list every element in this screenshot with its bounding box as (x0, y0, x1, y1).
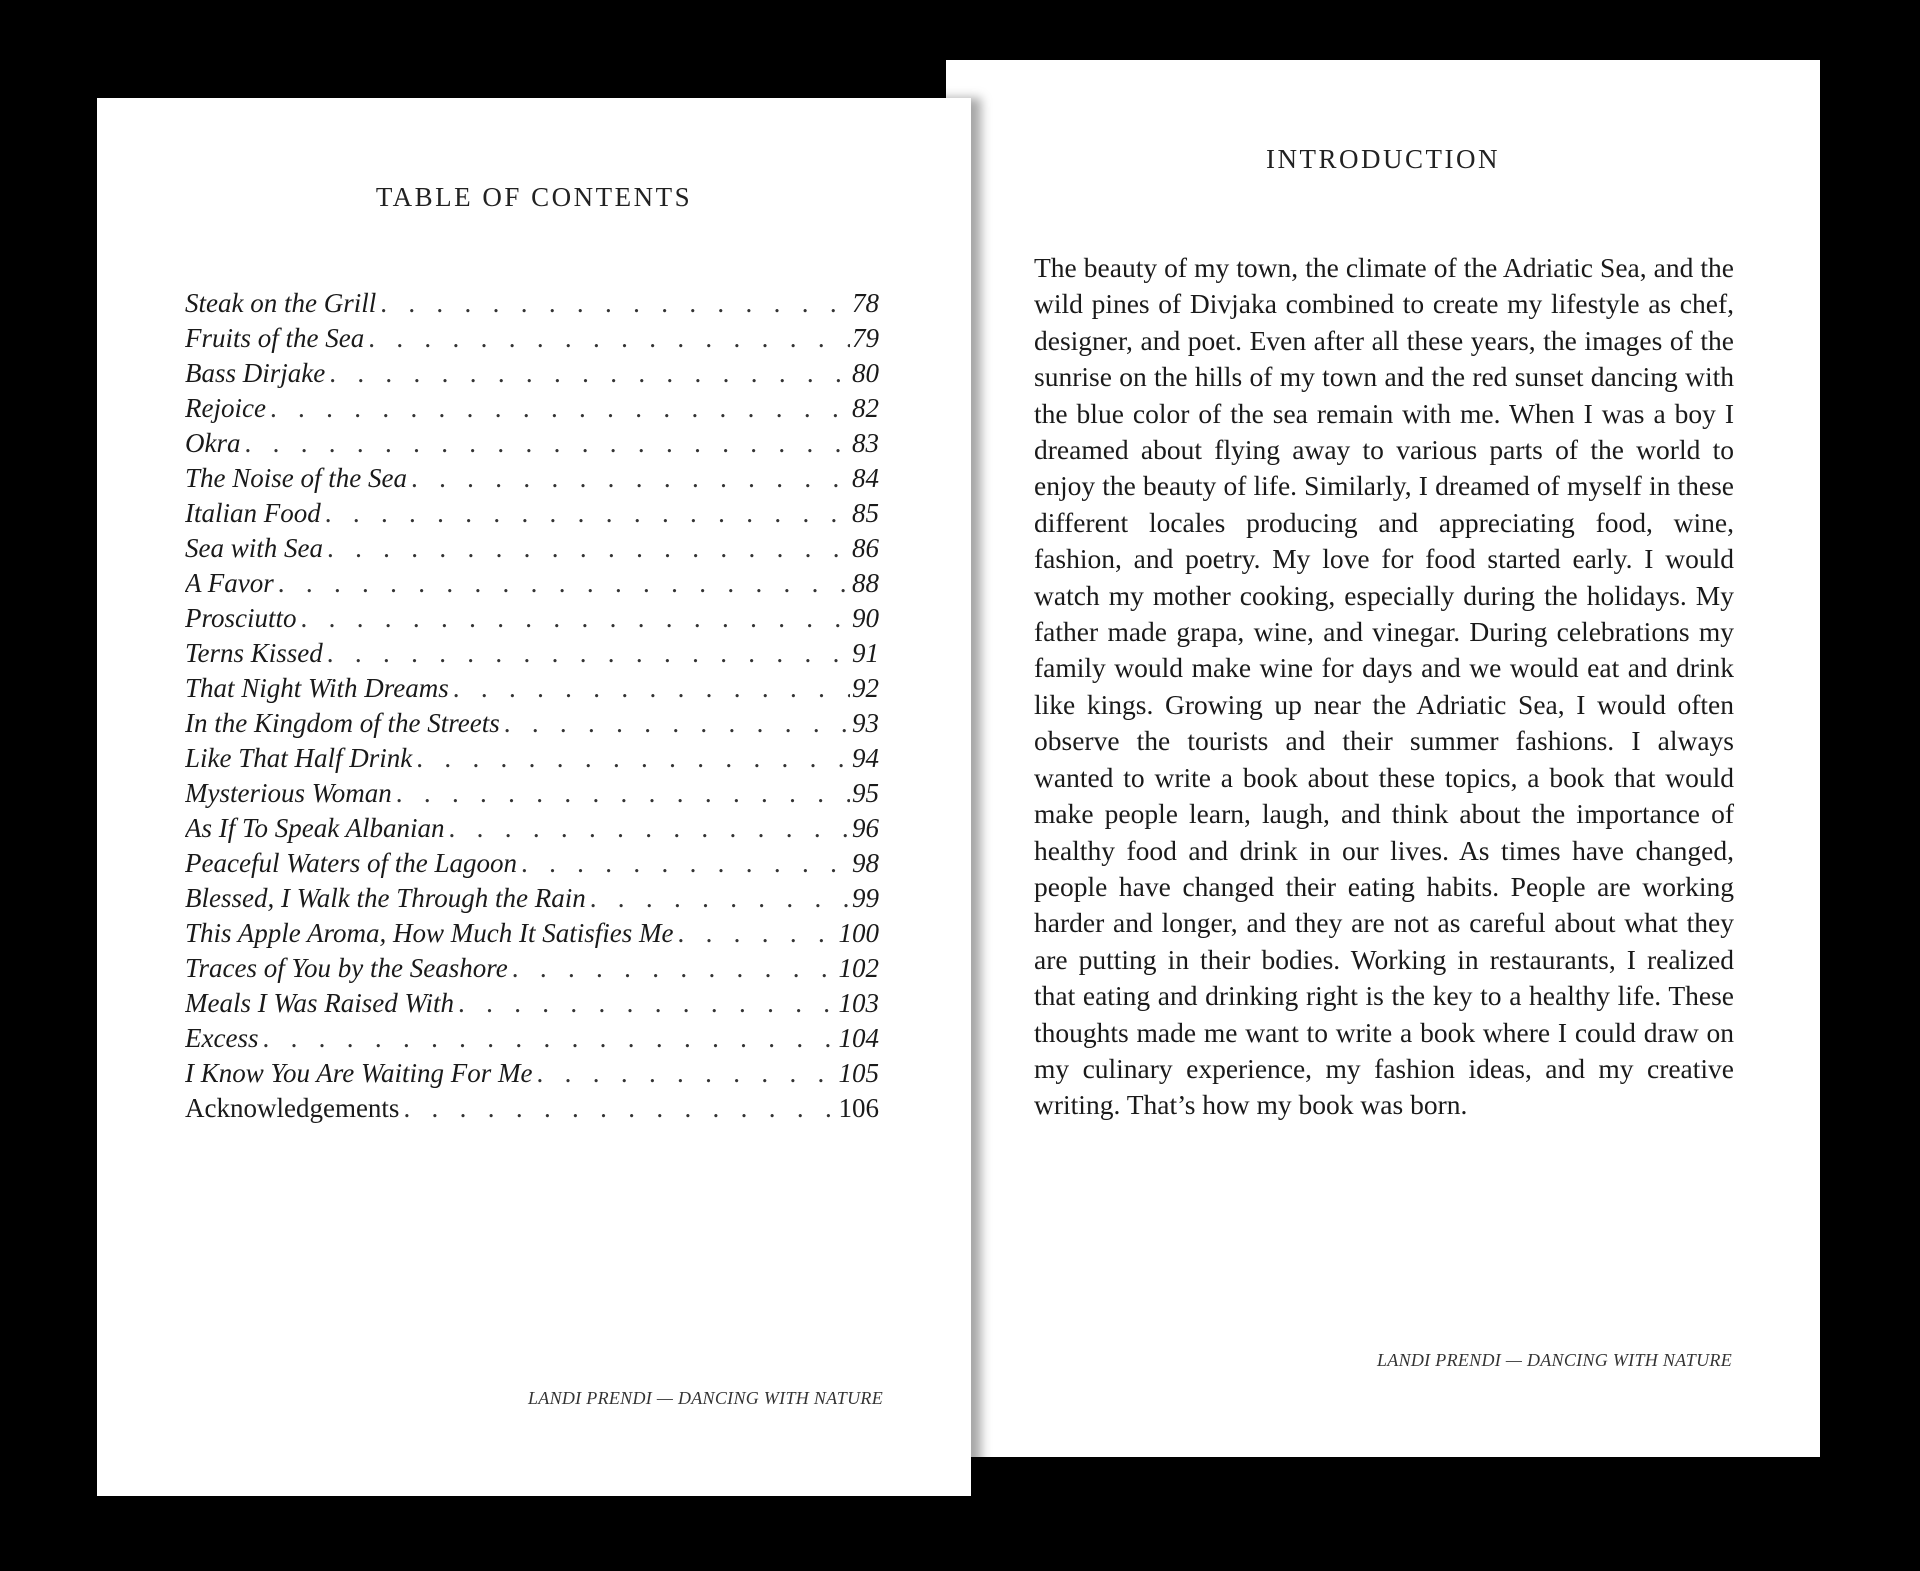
toc-entry (185, 673, 879, 708)
toc-dot-leader (321, 498, 850, 529)
toc-entry (185, 813, 879, 848)
toc-dot-leader (500, 708, 850, 739)
toc-entry (185, 533, 879, 568)
toc-entry-label: The Noise of the Sea (185, 463, 407, 493)
toc-entry-label: As If To Speak Albanian (185, 813, 445, 843)
toc-entry-page-number: 88 (852, 568, 879, 598)
toc-entry-page-number: 98 (852, 848, 879, 878)
toc-dot-leader (266, 393, 850, 424)
toc-entry-page-number: 94 (852, 743, 879, 773)
toc-entry-label: This Apple Aroma, How Much It Satisfies Me (185, 918, 674, 948)
toc-entry (185, 428, 879, 463)
toc-entry-page-number: 86 (852, 533, 879, 563)
toc-entry (185, 918, 879, 953)
toc-entry-page-number: 96 (852, 813, 879, 843)
toc-entry-page-number: 102 (838, 953, 879, 983)
toc-entry (185, 848, 879, 883)
toc-entry-label: Excess (185, 1023, 259, 1053)
toc-entry-label: Meals I Was Raised With (185, 988, 454, 1018)
toc-entry-label: Fruits of the Sea (185, 323, 365, 353)
toc-dot-leader (399, 1093, 836, 1124)
toc-entry-label: A Favor (185, 568, 274, 598)
toc-entry-label: Okra (185, 428, 241, 458)
introduction-page (946, 60, 1820, 1457)
toc-entry-page-number: 83 (852, 428, 879, 458)
toc-entry-label: Bass Dirjake (185, 358, 326, 388)
toc-dot-leader (258, 1023, 836, 1054)
toc-dot-leader (274, 568, 850, 599)
toc-entry (185, 638, 879, 673)
toc-entry (185, 603, 879, 638)
toc-entry-page-number: 103 (838, 988, 879, 1018)
toc-entry-page-number: 106 (838, 1093, 879, 1123)
toc-entry-page-number: 90 (852, 603, 879, 633)
toc-entry-label: Italian Food (185, 498, 321, 528)
toc-entry (185, 1023, 879, 1058)
toc-entry-page-number: 93 (852, 708, 879, 738)
toc-dot-leader (533, 1058, 837, 1089)
toc-entry (185, 498, 879, 533)
toc-dot-leader (445, 813, 850, 844)
toc-dot-leader (241, 428, 851, 459)
toc-entry-page-number: 79 (852, 323, 879, 353)
toc-entry-label: I Know You Are Waiting For Me (185, 1058, 533, 1088)
toc-dot-leader (323, 533, 850, 564)
toc-entry-page-number: 80 (852, 358, 879, 388)
toc-entry-page-number: 105 (838, 1058, 879, 1088)
toc-dot-leader (364, 323, 850, 354)
toc-entry-page-number: 91 (852, 638, 879, 668)
toc-dot-leader (673, 918, 836, 949)
toc-entry-label: Steak on the Grill (185, 288, 377, 318)
introduction-body: The beauty of my town, the climate of the Adriatic Sea, and the wild pines of Divjaka combined to create my lifestyle as chef, designer, and poet. Even after all these years, the images of the sunrise on the hills of my town and the red sunset dancing with the blue color of the sea remain with me. When I was a boy I dreamed about flying away to various parts of the world to enjoy the beauty of life. Similarly, I dreamed of myself in these different locales producing and appreciating food, wine, fashion, and poetry. My love for food started early. I would watch my mother cooking, especially during the holidays. My father made grapa, wine, and vinegar. During celebrations my family would make wine for days and we would eat and drink like kings. Growing up near the Adriatic Sea, I would often observe the tourists and their summer fashions. I always wanted to write a book about these topics, a book that would make people learn, laugh, and think about the importance of healthy food and drink in our lives. As times have changed, people have changed their eating habits. People are working harder and longer, and they are not as careful about what they are putting in their bodies. Working in restaurants, I realized that eating and drinking right is the key to a healthy life. These thoughts made me want to write a book where I could draw on my culinary experience, my fashion ideas, and my creative writing. That’s how my book was born. (1034, 252, 1734, 1121)
toc-dot-leader (392, 778, 850, 809)
toc-entry-page-number: 92 (852, 673, 879, 703)
toc-entry-label: Traces of You by the Seashore (185, 953, 508, 983)
toc-entry-label: Sea with Sea (185, 533, 323, 563)
toc-entry-label: Mysterious Woman (185, 778, 392, 808)
toc-dot-leader (586, 883, 850, 914)
toc-entry-label: Rejoice (185, 393, 266, 423)
toc-entry (185, 393, 879, 428)
toc-entry-page-number: 99 (852, 883, 879, 913)
toc-dot-leader (454, 988, 837, 1019)
toc-entry-page-number: 100 (838, 918, 879, 948)
toc-entry-page-number: 85 (852, 498, 879, 528)
toc-dot-leader (412, 743, 850, 774)
toc-entry-page-number: 78 (852, 288, 879, 318)
toc-entry-label: Terns Kissed (185, 638, 323, 668)
toc-entry (185, 568, 879, 603)
toc-entry (185, 953, 879, 988)
page-footer-right: LANDI PRENDI — DANCING WITH NATURE (1376, 1350, 1732, 1370)
toc-entry (185, 288, 879, 323)
toc-entry (185, 778, 879, 813)
toc-dot-leader (517, 848, 850, 879)
toc-entry-page-number: 82 (852, 393, 879, 423)
table-of-contents-title: TABLE OF CONTENTS (375, 182, 693, 212)
toc-entry-label: Blessed, I Walk the Through the Rain (185, 883, 586, 913)
toc-dot-leader (449, 673, 850, 704)
toc-entry-label: Like That Half Drink (185, 743, 413, 773)
toc-entry (185, 463, 879, 498)
toc-entry-label: Prosciutto (185, 603, 297, 633)
toc-dot-leader (508, 953, 837, 984)
toc-entry-label: In the Kingdom of the Streets (185, 708, 500, 738)
toc-dot-leader (297, 603, 851, 634)
toc-entry (185, 358, 879, 393)
toc-dot-leader (407, 463, 850, 494)
toc-dot-leader (376, 288, 850, 319)
toc-entry (185, 1093, 879, 1128)
toc-entry (185, 988, 879, 1023)
table-of-contents-page (97, 98, 971, 1496)
introduction-title: INTRODUCTION (1266, 144, 1500, 174)
toc-entry-label: Acknowledgements (185, 1093, 400, 1123)
toc-entry-label: That Night With Dreams (185, 673, 449, 703)
toc-entry-page-number: 84 (852, 463, 879, 493)
toc-entry (185, 1058, 879, 1093)
toc-entry (185, 708, 879, 743)
toc-entry-label: Peaceful Waters of the Lagoon (185, 848, 517, 878)
toc-dot-leader (323, 638, 850, 669)
toc-entry-page-number: 95 (852, 778, 879, 808)
toc-list (185, 288, 879, 1128)
toc-dot-leader (325, 358, 850, 389)
toc-entry (185, 743, 879, 778)
toc-entry (185, 883, 879, 918)
toc-entry (185, 323, 879, 358)
toc-entry-page-number: 104 (838, 1023, 879, 1053)
page-footer-left: LANDI PRENDI — DANCING WITH NATURE (527, 1388, 883, 1408)
